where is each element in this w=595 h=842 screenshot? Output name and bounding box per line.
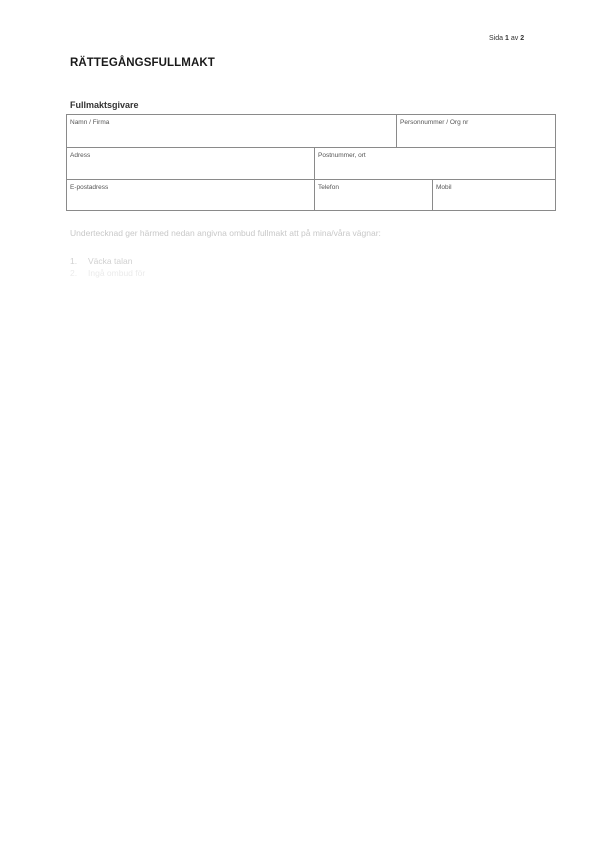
mandate-intro-text: Undertecknad ger härmed nedan angivna ombud fullmakt att på mina/våra vägnar: xyxy=(70,228,381,238)
form-row-address xyxy=(67,148,555,180)
section-heading-fullmaktsgivare: Fullmaktsgivare xyxy=(70,100,139,110)
postal-field-label: Postnummer, ort xyxy=(318,152,366,159)
id-number-field-label: Personnummer / Org nr xyxy=(400,119,469,126)
email-field[interactable] xyxy=(67,180,314,211)
mobile-field-label: Mobil xyxy=(436,184,452,191)
list-item-text: Ingå ombud för xyxy=(88,268,146,278)
page-current: 1 xyxy=(504,35,509,42)
address-field[interactable] xyxy=(67,148,314,179)
list-item xyxy=(70,268,145,280)
phone-field[interactable] xyxy=(314,180,432,211)
form-row-contact xyxy=(67,180,555,211)
list-item-text: Väcka talan xyxy=(88,256,133,266)
name-field-label: Namn / Firma xyxy=(70,119,110,126)
page-total: 2 xyxy=(520,35,525,42)
postal-field[interactable] xyxy=(314,148,555,179)
id-number-field[interactable] xyxy=(396,115,555,147)
mandate-list xyxy=(70,256,145,280)
page-number xyxy=(489,35,524,42)
name-field[interactable] xyxy=(67,115,396,147)
phone-field-label: Telefon xyxy=(318,184,339,191)
list-item xyxy=(70,256,145,268)
principal-form xyxy=(66,114,556,211)
page-of: av xyxy=(510,35,519,42)
document-title: RÄTTEGÅNGSFULLMAKT xyxy=(70,57,215,69)
page-prefix: Sida xyxy=(489,35,504,42)
list-item-number: 2. xyxy=(70,268,78,278)
list-item-number: 1. xyxy=(70,256,78,266)
email-field-label: E-postadress xyxy=(70,184,109,191)
mobile-field[interactable] xyxy=(432,180,555,211)
address-field-label: Adress xyxy=(70,152,91,159)
form-row-name xyxy=(67,115,555,148)
